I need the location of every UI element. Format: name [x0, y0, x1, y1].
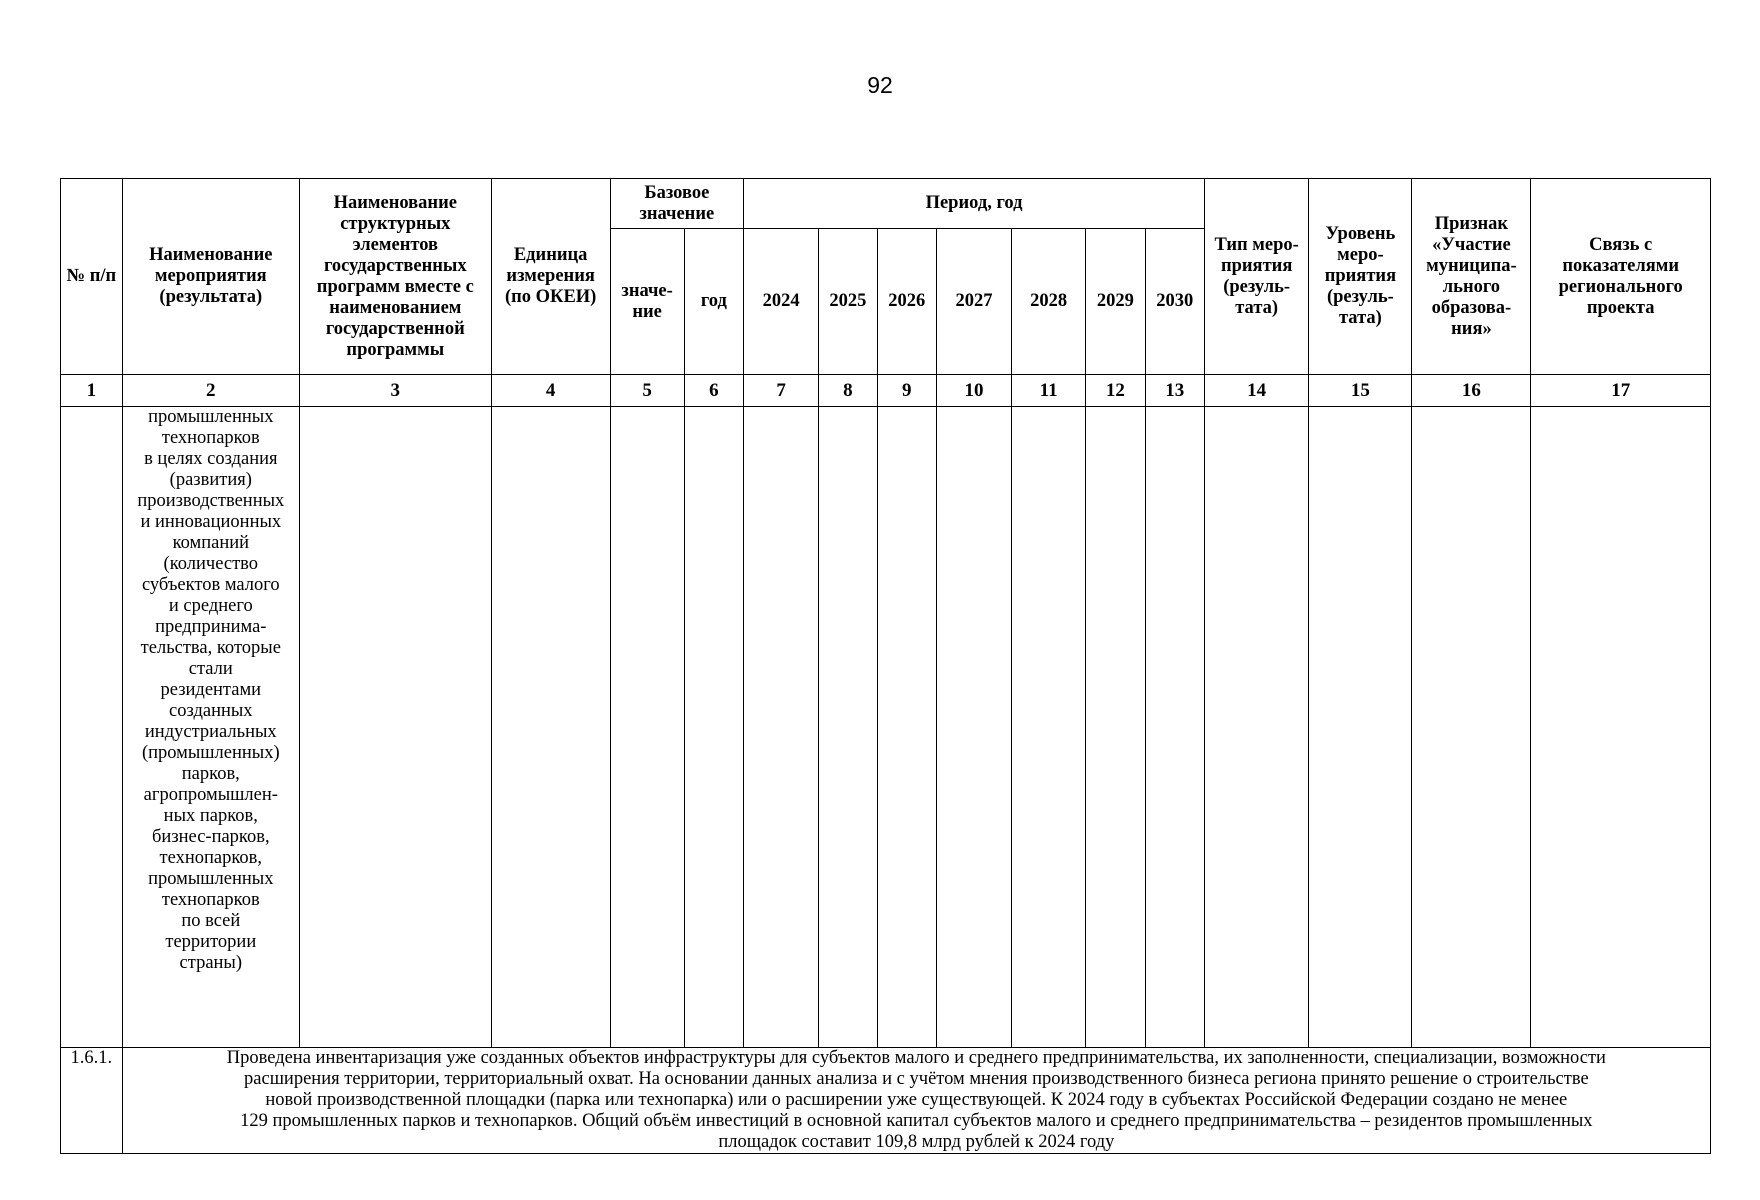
- page-number: 92: [867, 72, 893, 98]
- text-line: индустриальных: [144, 722, 277, 742]
- empty-cell: [1086, 407, 1145, 1048]
- description-text: [122, 1048, 1710, 1154]
- column-number: 7: [744, 375, 819, 407]
- column-number: 4: [491, 375, 610, 407]
- header-year: 2030: [1145, 229, 1204, 375]
- text-line: (промышленных): [141, 743, 280, 763]
- header-year: 2029: [1086, 229, 1145, 375]
- column-number: 2: [122, 375, 299, 407]
- empty-cell: [1412, 407, 1531, 1048]
- empty-cell: [1309, 407, 1412, 1048]
- header-base-group: Базовое значение: [610, 179, 743, 229]
- column-number-row: [61, 375, 1711, 407]
- text-line: новой производственной площадки (парка или технопарка) или о расширении уже существующей. К 2024 году в субъектах Российской Федерации создано не менее: [265, 1090, 1568, 1110]
- text-line: резидентами: [160, 680, 262, 700]
- table-row-description: [61, 1048, 1711, 1154]
- header-row-top: [61, 179, 1711, 229]
- header-base-year: год: [684, 229, 743, 375]
- header-year: 2026: [877, 229, 936, 375]
- table-row-continued-item: [61, 407, 1711, 1048]
- text-line: технопарков,: [159, 848, 263, 868]
- empty-cell: [299, 407, 491, 1048]
- text-line: парков,: [181, 764, 240, 784]
- text-line: территории: [165, 932, 257, 952]
- text-line: и инновационных: [140, 512, 282, 532]
- header-year: 2024: [744, 229, 819, 375]
- header-unit: Единица измерения (по ОКЕИ): [491, 179, 610, 375]
- header-num: № п/п: [61, 179, 123, 375]
- empty-cell: [610, 407, 684, 1048]
- column-number: 3: [299, 375, 491, 407]
- text-line: предпринима-: [155, 617, 267, 637]
- header-year: 2025: [819, 229, 877, 375]
- column-number: 11: [1012, 375, 1086, 407]
- header-type: Тип меро-приятия (резуль-тата): [1204, 179, 1308, 375]
- header-municipal: Признак «Участие муниципа-льного образова-ния»: [1412, 179, 1531, 375]
- column-number: 1: [61, 375, 123, 407]
- continued-item-name: [122, 407, 299, 1048]
- text-line: (развития): [169, 470, 252, 490]
- text-line: (количество: [163, 554, 259, 574]
- empty-cell: [819, 407, 877, 1048]
- text-line: бизнес-парков,: [152, 827, 270, 847]
- empty-cell: [877, 407, 936, 1048]
- header-level: Уровень меро-приятия (резуль-тата): [1309, 179, 1412, 375]
- text-line: страны): [179, 953, 243, 973]
- text-line: ных парков,: [163, 806, 258, 826]
- row-number: 1.6.1.: [61, 1048, 123, 1154]
- empty-cell: [1145, 407, 1204, 1048]
- text-line: площадок составит 109,8 млрд рублей к 2024 году: [718, 1132, 1115, 1152]
- column-number: 13: [1145, 375, 1204, 407]
- column-number: 5: [610, 375, 684, 407]
- column-number: 6: [684, 375, 743, 407]
- text-line: технопарков: [161, 890, 260, 910]
- header-year: 2028: [1012, 229, 1086, 375]
- column-number: 17: [1531, 375, 1711, 407]
- text-line: промышленных: [148, 869, 274, 889]
- column-number: 16: [1412, 375, 1531, 407]
- text-line: по всей: [181, 911, 241, 931]
- text-line: созданных: [169, 701, 253, 721]
- empty-cell: [1012, 407, 1086, 1048]
- empty-cell: [1531, 407, 1711, 1048]
- column-number: 8: [819, 375, 877, 407]
- empty-cell: [61, 407, 123, 1048]
- text-line: в целях создания: [144, 449, 278, 469]
- header-year: 2027: [936, 229, 1011, 375]
- empty-cell: [1204, 407, 1308, 1048]
- header-structural: Наименование структурных элементов государственных программ вместе с наименованием государственной программы: [299, 179, 491, 375]
- column-number: 12: [1086, 375, 1145, 407]
- text-line: субъектов малого: [141, 575, 280, 595]
- text-line: стали: [188, 659, 233, 679]
- text-line: расширения территории, территориальный охват. На основании данных анализа и с учётом мнения производственного бизнеса региона принято решение о строительстве: [244, 1069, 1589, 1089]
- empty-cell: [491, 407, 610, 1048]
- empty-cell: [744, 407, 819, 1048]
- empty-cell: [936, 407, 1011, 1048]
- column-number: 10: [936, 375, 1011, 407]
- text-line: и среднего: [168, 596, 253, 616]
- measures-table: [60, 178, 1711, 1154]
- text-line: агропромышлен-: [143, 785, 278, 805]
- empty-cell: [684, 407, 743, 1048]
- column-number: 14: [1204, 375, 1308, 407]
- text-line: 129 промышленных парков и технопарков. Общий объём инвестиций в основной капитал субъектов малого и среднего предпринимательства – резидентов промышленных: [240, 1111, 1593, 1131]
- column-number: 9: [877, 375, 936, 407]
- text-line: технопарков: [161, 428, 260, 448]
- text-line: тельства, которые: [140, 638, 281, 658]
- text-line: Проведена инвентаризация уже созданных объектов инфраструктуры для субъектов малого и среднего предпринимательства, их заполненности, специализации, возможности: [226, 1048, 1606, 1068]
- header-link: Связь с показателями регионального проекта: [1531, 179, 1711, 375]
- text-line: компаний: [172, 533, 250, 553]
- text-line: промышленных: [148, 407, 274, 427]
- header-base-value: значе-ние: [610, 229, 684, 375]
- header-period-group: Период, год: [744, 179, 1205, 229]
- header-name: Наименование мероприятия (результата): [122, 179, 299, 375]
- text-line: производственных: [137, 491, 285, 511]
- column-number: 15: [1309, 375, 1412, 407]
